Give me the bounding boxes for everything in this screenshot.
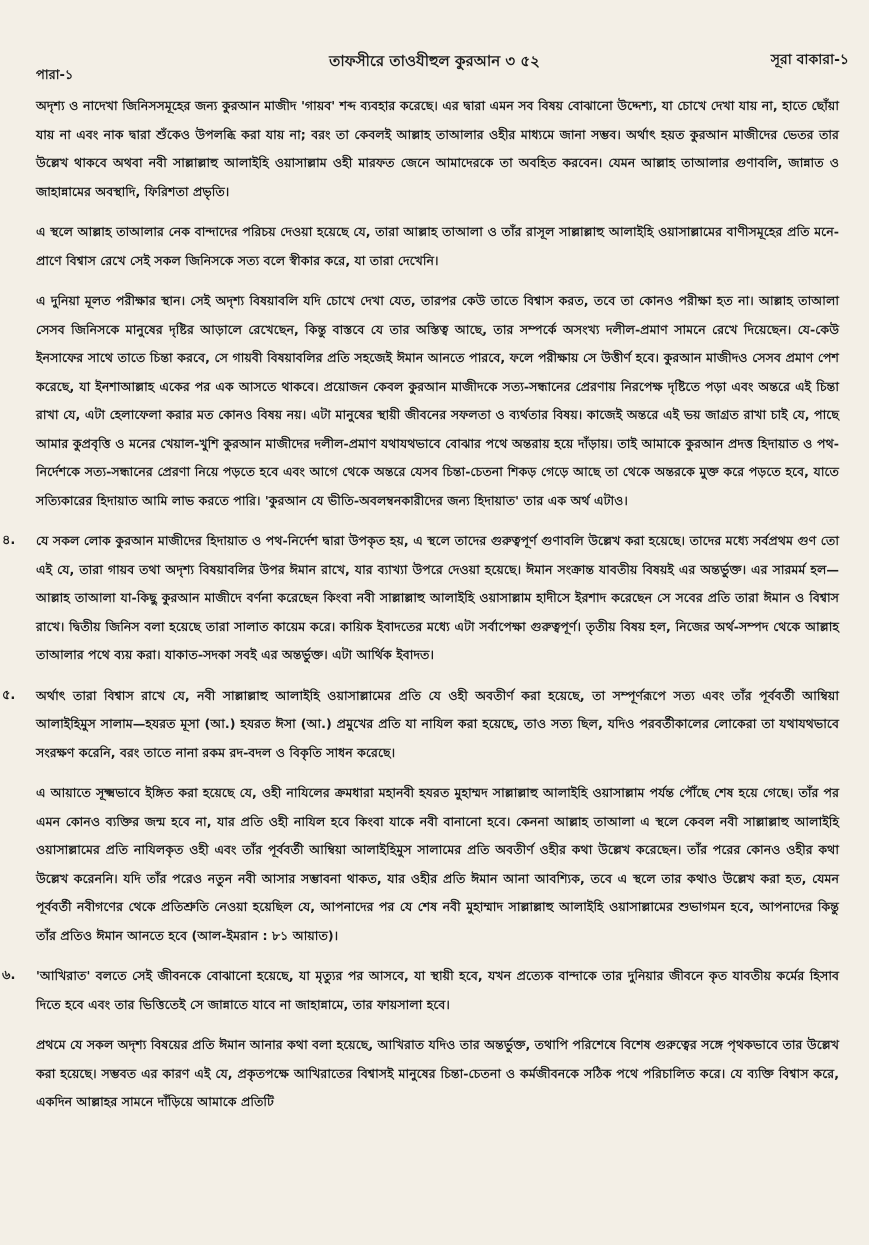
page-header (0, 44, 869, 84)
footnote-paragraph: অর্থাৎ তারা বিশ্বাস রাখে যে, নবী সাল্লাল্লাহু আলাইহি ওয়াসাল্লামের প্রতি যে ওহী অবতীর্ণ করা হয়েছে, তা সম্পূর্ণরূপে সত্য এবং তাঁর পূর্ববর্তী আম্বিয়া আলাইহিমুস সালাম—হযরত মূসা (আ.) হযরত ঈসা (আ.) প্রমুখের প্রতি যা নাযিল করা হয়েছে, তাও সত্য ছিল, যদিও পরবর্তীকালের লোকেরা তা যথাযথভাবে সংরক্ষণ করেনি, বরং তাতে নানা রকম রদ-বদল ও বিকৃতি সাধন করেছে। (36, 687, 839, 760)
surah-label: সূরা বাকারা-১ (770, 52, 849, 68)
intro-paragraph: এ দুনিয়া মূলত পরীক্ষার স্থান। সেই অদৃশ্য বিষয়াবলি যদি চোখে দেখা যেত, তারপর কেউ তাতে বিশ্বাস করত, তবে তা কোনও পরীক্ষা হত না। আল্লাহ তাআলা সেসব জিনিসকে মানুষের দৃষ্টির আড়ালে রেখেছেন, কিন্তু বাস্তবে যে তার অস্তিত্ব আছে, তার সম্পর্কে অসংখ্য দলীল-প্রমাণ সামনে রেখে দিয়েছেন। যে-কেউ ইনসাফের সাথে তাতে চিন্তা করবে, সে গায়বী বিষয়াবলির প্রতি সহজেই ঈমান আনতে পারবে, ফলে পরীক্ষায় সে উত্তীর্ণ হবে। কুরআন মাজীদও সেসব প্রমাণ পেশ করেছে, যা ইনশাআল্লাহ একের পর এক আসতে থাকবে। প্রয়োজন কেবল কুরআন মাজীদকে সত্য-সন্ধানের প্রেরণায় নিরপেক্ষ দৃষ্টিতে পড়া এবং অন্তরে এই চিন্তা রাখা যে, এটা হেলাফেলা করার মত কোনও বিষয় নয়। এটা মানুষের স্থায়ী জীবনের সফলতা ও ব্যর্থতার বিষয়। কাজেই অন্তরে এই ভয় জাগ্রত রাখা চাই যে, পাছে আমার কুপ্রবৃত্তি ও মনের খেয়াল-খুশি কুরআন মাজীদের দলীল-প্রমাণ যথাযথভাবে বোঝার পথে অন্তরায় হয়ে দাঁড়ায়। তাই আমাকে কুরআন প্রদত্ত হিদায়াত ও পথ-নির্দেশকে সত্য-সন্ধানের প্রেরণা নিয়ে পড়তে হবে এবং আগে থেকে অন্তরে যেসব চিন্তা-চেতনা শিকড় গেড়ে আছে তা থেকে অন্তরকে মুক্ত করে পড়তে হবে, যাতে সত্যিকারের হিদায়াত আমি লাভ করতে পারি। 'কুরআন যে ভীতি-অবলম্বনকারীদের জন্য হিদায়াত' তার এক অর্থ এটাও। (36, 293, 839, 508)
footnote-6 (2, 962, 839, 1117)
footnote-paragraph: যে সকল লোক কুরআন মাজীদের হিদায়াত ও পথ-নির্দেশ দ্বারা উপকৃত হয়, এ স্থলে তাদের গুরুত্বপূর্ণ গুণাবলি উল্লেখ করা হয়েছে। তাদের মধ্যে সর্বপ্রথম গুণ তো এই যে, তারা গায়ব তথা অদৃশ্য বিষয়াবলির উপর ঈমান রাখে, যার ব্যাখ্যা উপরে দেওয়া হয়েছে। ঈমান সংক্রান্ত যাবতীয় বিষয়ই এর অন্তর্ভুক্ত। এর সারমর্ম হল—আল্লাহ তাআলা যা-কিছু কুরআন মাজীদে বর্ণনা করেছেন কিংবা নবী সাল্লাল্লাহু আলাইহি ওয়াসাল্লাম হাদীসে ইরশাদ করেছেন সে সবের প্রতি তারা ঈমান ও বিশ্বাস রাখে। দ্বিতীয় জিনিস বলা হয়েছে তারা সালাত কায়েম করে। কায়িক ইবাদতের মধ্যে এটা সর্বাপেক্ষা গুরুত্বপূর্ণ। তৃতীয় বিষয় হল, নিজের অর্থ-সম্পদ থেকে আল্লাহ তাআলার পথে ব্যয় করা। যাকাত-সদকা সবই এর অন্তর্ভুক্ত। এটা আর্থিক ইবাদত। (36, 533, 839, 662)
para-label: পারা-১ (36, 68, 74, 83)
footnote-5 (2, 682, 839, 951)
footnote-number: ৬. (2, 968, 16, 983)
footnote-number: ৪. (2, 533, 16, 548)
book-title: তাফসীরে তাওযীহুল কুরআন ৩ ৫২ (329, 52, 540, 70)
footnote-4 (2, 527, 839, 670)
footnote-number: ৫. (2, 687, 16, 703)
intro-paragraph: অদৃশ্য ও নাদেখা জিনিসসমূহের জন্য কুরআন মাজীদ 'গায়ব' শব্দ ব্যবহার করেছে। এর দ্বারা এমন সব বিষয় বোঝানো উদ্দেশ্য, যা চোখে দেখা যায় না, হাতে ছোঁয়া যায় না এবং নাক দ্বারা শুঁকেও উপলব্ধি করা যায় না; বরং তা কেবলই আল্লাহ তাআলার ওহীর মাধ্যমে জানা সম্ভব। অর্থাৎ হয়ত কুরআন মাজীদের ভেতর তার উল্লেখ থাকবে অথবা নবী সাল্লাল্লাহু আলাইহি ওয়াসাল্লাম ওহী মারফত জেনে আমাদেরকে তা অবহিত করবেন। যেমন আল্লাহ তাআলার গুণাবলি, জান্নাত ও জাহান্নামের অবস্থাদি, ফিরিশতা প্রভৃতি। (36, 98, 839, 199)
footnote-paragraph: প্রথমে যে সকল অদৃশ্য বিষয়ের প্রতি ঈমান আনার কথা বলা হয়েছে, আখিরাত যদিও তার অন্তর্ভুক্ত, তথাপি পরিশেষে বিশেষ গুরুত্বের সঙ্গে পৃথকভাবে তার উল্লেখ করা হয়েছে। সম্ভবত এর কারণ এই যে, প্রকৃতপক্ষে আখিরাতের বিশ্বাসই মানুষের চিন্তা-চেতনা ও কর্মজীবনকে সঠিক পথে পরিচালিত করে। যে ব্যক্তি বিশ্বাস করে, একদিন আল্লাহর সামনে দাঁড়িয়ে আমাকে প্রতিটি (36, 1037, 839, 1109)
footnote-paragraph: 'আখিরাত' বলতে সেই জীবনকে বোঝানো হয়েছে, যা মৃত্যুর পর আসবে, যা স্থায়ী হবে, যখন প্রত্যেক বান্দাকে তার দুনিয়ার জীবনে কৃত যাবতীয় কর্মের হিসাব দিতে হবে এবং তার ভিত্তিতেই সে জান্নাতে যাবে না জাহান্নামে, তার ফায়সালা হবে। (36, 968, 839, 1012)
intro-paragraph: এ স্থলে আল্লাহ তাআলার নেক বান্দাদের পরিচয় দেওয়া হয়েছে যে, তারা আল্লাহ তাআলা ও তাঁর রাসূল সাল্লাল্লাহু আলাইহি ওয়াসাল্লামের বাণীসমূহের প্রতি মনে-প্রাণে বিশ্বাস রেখে সেই সকল জিনিসকে সত্য বলে স্বীকার করে, যা তারা দেখেনি। (36, 224, 839, 268)
page-body (2, 92, 839, 1129)
footnote-paragraph: এ আয়াতে সূক্ষ্মভাবে ইঙ্গিত করা হয়েছে যে, ওহী নাযিলের ক্রমধারা মহানবী হযরত মুহাম্মদ সাল্লাল্লাহু আলাইহি ওয়াসাল্লাম পর্যন্ত পৌঁছে শেষ হয়ে গেছে। তাঁর পর এমন কোনও ব্যক্তির জন্ম হবে না, যার প্রতি ওহী নাযিল হবে কিংবা যাকে নবী বানানো হবে। কেননা আল্লাহ তাআলা এ স্থলে কেবল নবী সাল্লাল্লাহু আলাইহি ওয়াসাল্লামের প্রতি নাযিলকৃত ওহী এবং তাঁর পূর্ববর্তী আম্বিয়া আলাইহিমুস সালামের প্রতি অবতীর্ণ ওহীর কথা উল্লেখ করেছেন। তাঁর পরের কোনও ওহীর কথা উল্লেখ করেননি। যদি তাঁর পরেও নতুন নবী আসার সম্ভাবনা থাকত, যার ওহীর প্রতি ঈমান আনা আবশ্যিক, তবে এ স্থলে তার কথাও উল্লেখ করা হত, যেমন পূর্ববর্তী নবীগণের থেকে প্রতিশ্রুতি নেওয়া হয়েছিল যে, আপনাদের পর যে শেষ নবী মুহাম্মাদ সাল্লাল্লাহু আলাইহি ওয়াসাল্লামের শুভাগমন হবে, আপনাদের কিন্তু তাঁর প্রতিও ঈমান আনতে হবে (আল-ইমরান : ৮১ আয়াত)। (36, 785, 839, 943)
